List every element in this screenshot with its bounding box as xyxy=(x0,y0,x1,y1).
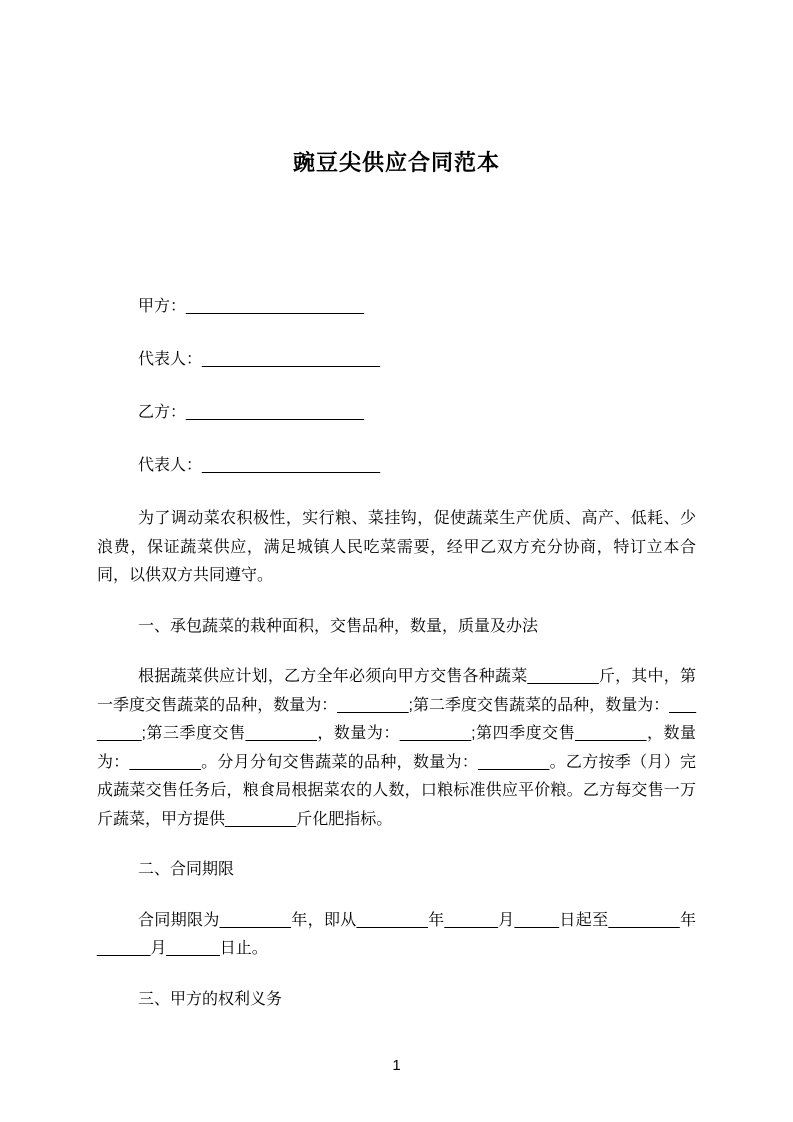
field-representative-a xyxy=(97,346,696,374)
section-2-body: 合同期限为________年，即从________年______月_____日起至________年______月______日止。 xyxy=(97,911,696,957)
field-party-b-label: 乙方： xyxy=(138,404,187,421)
field-party-b-blank: ____________________ xyxy=(186,404,364,421)
section-2-heading: 二、合同期限 xyxy=(138,861,235,878)
field-representative-a-label: 代表人： xyxy=(138,351,203,368)
field-representative-b-label: 代表人： xyxy=(138,457,203,474)
field-party-b xyxy=(97,399,696,427)
field-representative-b xyxy=(97,452,696,480)
field-party-a-label: 甲方： xyxy=(138,298,187,315)
section-3-heading: 三、甲方的权利义务 xyxy=(138,990,283,1008)
section-1-body: 根据蔬菜供应计划，乙方全年必须向甲方交售各种蔬菜________斤，其中，第一季度交售蔬菜的品种，数量为：________;第二季度交售蔬菜的品种，数量为：________;第三季度交售________，数量为：________;第四季度交售________，数量为：________。分月分旬交售蔬菜的品种，数量为：________。乙方按季（月）完成蔬菜交售任务后，粮食局根据菜农的人数，口粮标准供应平价粮。乙方每交售一万斤蔬菜，甲方提供________斤化肥指标。 xyxy=(97,668,696,828)
intro-paragraph: 为了调动菜农积极性，实行粮、菜挂钩，促使蔬菜生产优质、高产、低耗、少浪费，保证蔬菜供应，满足城镇人民吃菜需要，经甲乙双方充分协商，特订立本合同，以供双方共同遵守。 xyxy=(97,510,696,584)
document-title: 豌豆尖供应合同范本 xyxy=(292,150,500,175)
field-representative-b-blank: ____________________ xyxy=(202,457,380,474)
section-1-heading: 一、承包蔬菜的栽种面积，交售品种，数量，质量及办法 xyxy=(138,617,539,635)
field-party-a xyxy=(97,293,696,321)
party-fields xyxy=(97,293,696,480)
field-party-a-blank: ____________________ xyxy=(186,298,364,315)
page-number: 1 xyxy=(392,1057,401,1074)
field-representative-a-blank: ____________________ xyxy=(202,351,380,368)
